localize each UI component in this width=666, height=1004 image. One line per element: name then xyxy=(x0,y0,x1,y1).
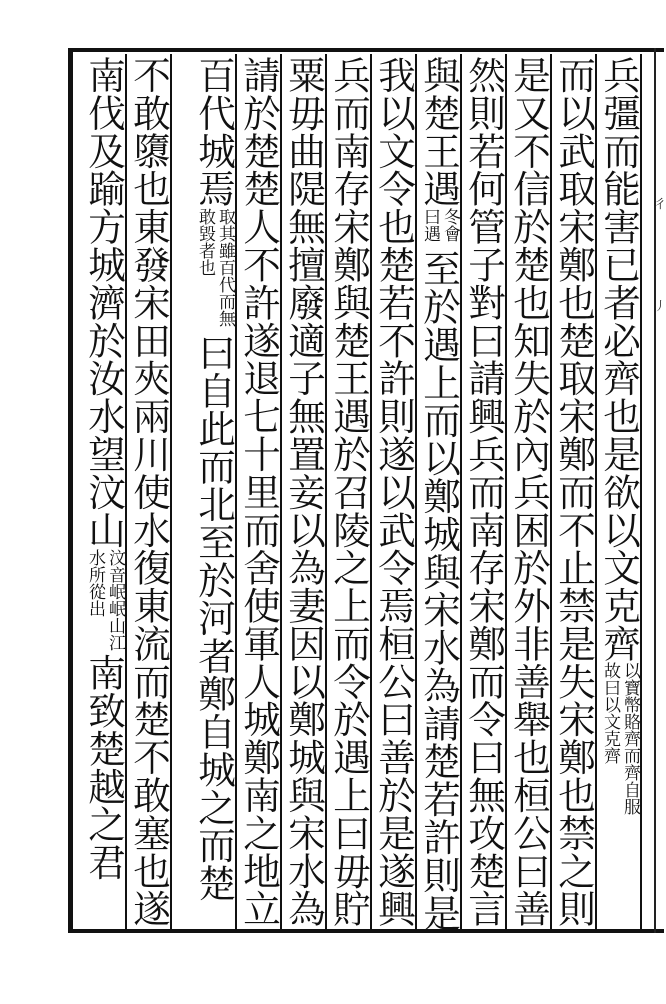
column-text: 是又不信於楚也知失於內兵困於外非善舉也桓公曰善 xyxy=(507,56,551,928)
text-column-8 xyxy=(282,54,327,929)
main-text: 南致楚越之君 xyxy=(82,653,126,881)
text-column-11 xyxy=(127,54,172,929)
main-text: 與楚王遇 xyxy=(417,56,461,208)
column-text: 請於楚楚人不許遂退七十里而舍使軍人城鄭南之地立 xyxy=(237,56,281,928)
column-text xyxy=(73,56,125,881)
column-text xyxy=(417,56,460,932)
text-column-7 xyxy=(327,54,372,929)
text-column-5 xyxy=(417,54,462,932)
column-text: 粟毋曲隄無擅廢適子無置妾以為妻因以鄭城與宋水為 xyxy=(282,56,326,928)
main-text: 南伐及踰方城濟於汝水望汶山 xyxy=(82,56,126,549)
text-column-6 xyxy=(372,54,417,929)
main-text: 百代城焉 xyxy=(192,56,236,208)
main-text: 至於遇上而以鄭城與宋水為請楚若許則是 xyxy=(417,249,461,932)
text-column-12 xyxy=(73,54,127,929)
interlinear-note: 取其雖百代而無敢毀者也 xyxy=(195,207,235,327)
text-column-10 xyxy=(172,54,237,929)
page-edge xyxy=(654,48,666,933)
column-text xyxy=(597,56,640,830)
edge-mark: 丿 xyxy=(654,299,666,313)
interlinear-note: 汶音岷岷山江水所從出 xyxy=(85,548,125,651)
edge-mark: 彳 xyxy=(654,197,666,211)
text-column-2 xyxy=(552,54,597,929)
column-text: 而以武取宋鄭也楚取宋鄭而不止禁是失宋鄭也禁之則 xyxy=(552,56,596,928)
interlinear-note: 以寶幣賂齊而齊自服故曰以文克齊 xyxy=(600,662,640,816)
column-text xyxy=(172,56,235,902)
text-column-1 xyxy=(597,54,642,929)
text-column-3 xyxy=(507,54,552,929)
interlinear-note: 冬會曰遇 xyxy=(420,207,460,242)
main-text: 兵彊而能害已者必齊也是欲以文克齊 xyxy=(597,56,641,663)
text-column-4 xyxy=(462,54,507,929)
main-text: 曰自此而北至於河者鄭自城之而楚 xyxy=(192,333,236,902)
column-text: 兵而南存宋鄭與楚王遇於召陵之上而令於遇上曰毋貯 xyxy=(327,56,371,928)
column-text: 不敢隳也東發宋田夾兩川使水復東流而楚不敢塞也遂 xyxy=(127,56,171,928)
text-column-9 xyxy=(237,54,282,929)
column-text: 我以文令也楚若不許則遂以武令焉桓公曰善於是遂興 xyxy=(372,56,416,928)
column-text: 然則若何管子對曰請興兵而南存宋鄭而令曰無攻楚言 xyxy=(462,56,506,928)
